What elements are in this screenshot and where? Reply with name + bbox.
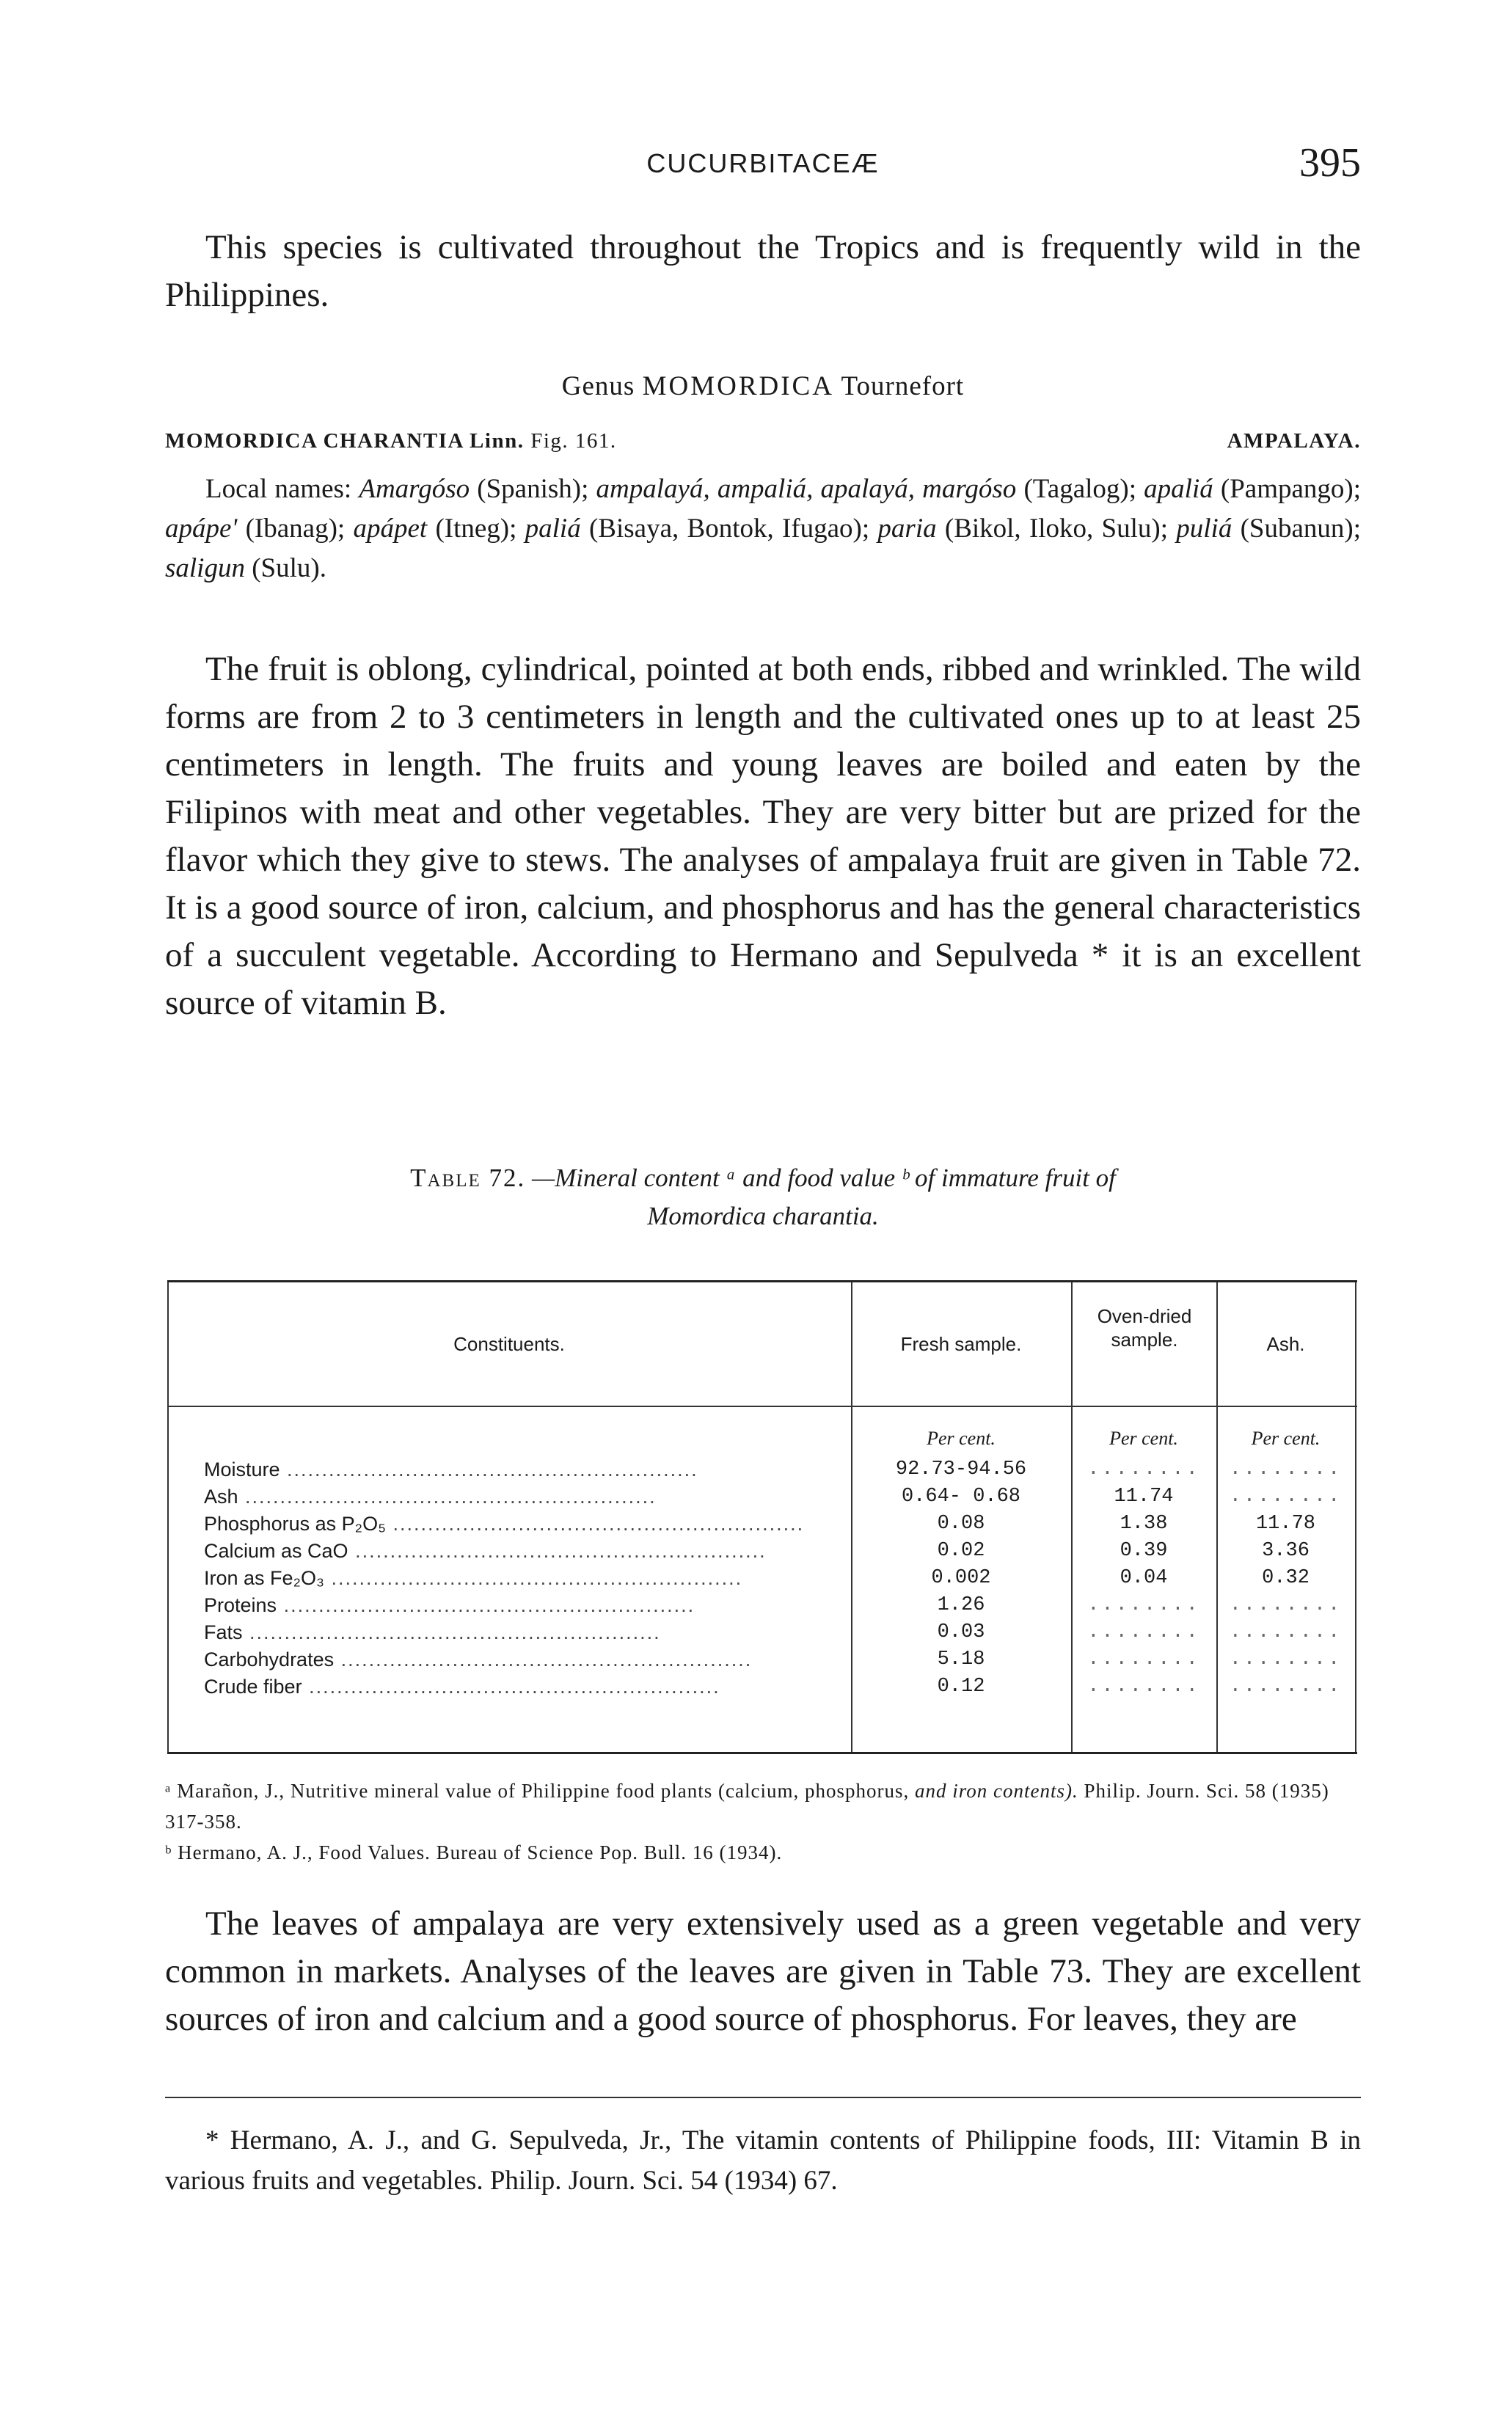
table-cell-fresh: 0.08 — [937, 1513, 985, 1535]
table-row-label: Carbohydrates ........................................................... — [204, 1648, 753, 1670]
figure-reference: Fig. 161. — [530, 429, 617, 453]
unit-label: Per cent. — [1251, 1428, 1321, 1449]
table-notes — [165, 1775, 1361, 1868]
fruit-paragraph: The fruit is oblong, cylindrical, pointed at both ends, ribbed and wrinkled. The wild forms are from 2 to 3 centimeters in length and the cultivated ones up to at least 25 centimeters in length. The fruits and young leaves are boiled and eaten by the Filipinos with meat and other vegetables. They are very bitter but are prized for the flavor which they give to stews. The analyses of ampalaya fruit are given in Table 72. It is a good source of iron, calcium, and phosphorus and has the general characteristics of a succulent vegetable. According to Hermano and Sepulveda * it is an excellent source of vitamin B. — [165, 650, 1361, 1022]
local-names-label: Local names: — [205, 474, 352, 504]
unit-label: Per cent. — [1109, 1428, 1178, 1449]
table-cell-fresh: 0.002 — [931, 1567, 991, 1589]
local-name-language: (Bisaya, Bontok, Ifugao); — [588, 514, 870, 544]
table-cell-ash: ........ — [1229, 1621, 1343, 1643]
table-note-a-text: ᵃ Marañon, J., Nutritive mineral value of Philippine food plants (calcium, phosphorus, — [165, 1780, 910, 1802]
local-name-language: (Itneg); — [435, 514, 517, 544]
table-cell-oven: 11.74 — [1114, 1486, 1174, 1508]
table-cell-oven: ........ — [1087, 1621, 1200, 1643]
table-cell-fresh: 0.03 — [937, 1621, 985, 1643]
header-oven-dried-sample: Oven-dried sample. — [1097, 1305, 1192, 1351]
local-name: Amargóso — [359, 474, 470, 504]
table-cell-oven: ........ — [1087, 1648, 1200, 1670]
table-row-label: Iron as Fe₂O₃ ........................................................... — [204, 1567, 743, 1589]
species-name: MOMORDICA CHARANTIA Linn. — [165, 429, 525, 453]
table-row-label: Moisture ........................................................... — [204, 1458, 698, 1480]
table-cell-fresh: 0.02 — [937, 1540, 985, 1562]
table-row-label: Ash ........................................................... — [204, 1486, 657, 1508]
mineral-content-table — [167, 1280, 1357, 1754]
unit-label: Per cent. — [927, 1428, 996, 1449]
table-note-a-italic: and iron contents). — [914, 1780, 1078, 1802]
genus-author: Tournefort — [841, 371, 965, 401]
local-name-language: (Subanun); — [1240, 514, 1362, 544]
table-cell-ash: ........ — [1229, 1676, 1343, 1698]
table-caption-label: Table 72. — [410, 1164, 526, 1192]
table-cell-ash: 11.78 — [1255, 1513, 1315, 1535]
table-caption-species: Momordica charantia. — [647, 1202, 879, 1230]
local-name: saligun — [165, 553, 245, 583]
local-name: apápet — [353, 514, 428, 544]
footnote: * Hermano, A. J., and G. Sepulveda, Jr., The vitamin contents of Philippine foods, III: Vitamin B in various fruits and vegetables. Philip. Journ. Sci. 54 (1934) 67. — [165, 2125, 1361, 2196]
header-fresh-sample: Fresh sample. — [900, 1333, 1022, 1355]
table-note-a-source: Philip. Journ. Sci. 58 (1935) 317-358. — [165, 1780, 1329, 1833]
intro-paragraph: This species is cultivated throughout the Tropics and is frequently wild in the Philippines. — [165, 228, 1361, 314]
table-cell-fresh: 1.26 — [937, 1594, 985, 1616]
running-title: CUCURBITACEÆ — [646, 148, 880, 178]
table-note-b: ᵇ Hermano, A. J., Food Values. Bureau of Science Pop. Bull. 16 (1934). — [165, 1841, 783, 1863]
table-cell-oven: ........ — [1087, 1676, 1200, 1698]
local-name: apaliá — [1144, 474, 1213, 504]
local-name-language: (Tagalog); — [1023, 474, 1137, 504]
table-cell-ash: ........ — [1229, 1648, 1343, 1670]
local-name-language: (Ibanag); — [245, 514, 346, 544]
table-row-label: Calcium as CaO ........................................................... — [204, 1540, 767, 1562]
table-note-a — [165, 1775, 1361, 1837]
table-cell-ash: ........ — [1229, 1594, 1343, 1616]
table-cell-oven: ........ — [1087, 1594, 1200, 1616]
table-cell-ash: ........ — [1229, 1486, 1343, 1508]
table-cell-ash: ........ — [1229, 1458, 1343, 1480]
local-name-language: (Bikol, Iloko, Sulu); — [944, 514, 1169, 544]
table-row-label: Phosphorus as P₂O₅ ........................................................... — [204, 1513, 805, 1535]
local-names — [165, 470, 1361, 588]
genus-name: MOMORDICA — [642, 371, 834, 401]
table-cell-fresh: 0.12 — [937, 1676, 985, 1698]
local-name-language: (Sulu). — [252, 553, 326, 583]
page-number: 395 — [1299, 140, 1361, 186]
local-name-language: (Spanish); — [477, 474, 589, 504]
table-header-rule — [167, 1406, 1357, 1407]
local-name: paria — [877, 514, 937, 544]
table-row-label: Proteins ........................................................... — [204, 1594, 695, 1616]
local-name: paliá — [525, 514, 581, 544]
header-ash: Ash. — [1266, 1333, 1305, 1355]
table-cell-fresh: 0.64- 0.68 — [901, 1486, 1021, 1508]
species-name-group — [165, 429, 617, 453]
footnote-rule — [165, 2097, 1361, 2098]
table-border-right — [1355, 1282, 1356, 1752]
table-cell-ash: 0.32 — [1262, 1567, 1310, 1589]
table-cell-oven: 1.38 — [1120, 1513, 1168, 1535]
table-caption — [165, 1159, 1361, 1235]
leaves-paragraph: The leaves of ampalaya are very extensively used as a green vegetable and very common in markets. Analyses of the leaves are given in Table 73. They are excellent sources of iron and calcium and a good source of phosphorus. For leaves, they are — [165, 1905, 1361, 2038]
header-constituents: Constituents. — [453, 1333, 565, 1355]
table-cell-oven: ........ — [1087, 1458, 1200, 1480]
table-caption-line-2 — [165, 1197, 1361, 1235]
table-cell-oven: 0.39 — [1120, 1540, 1168, 1562]
local-name-language: (Pampango); — [1220, 474, 1362, 504]
running-head — [165, 139, 1361, 191]
table-row-label: Crude fiber ........................................................... — [204, 1676, 720, 1698]
table-cell-fresh: 92.73-94.56 — [895, 1458, 1027, 1480]
table-cell-ash: 3.36 — [1262, 1540, 1310, 1562]
table-cell-fresh: 5.18 — [937, 1648, 985, 1670]
table-cell-oven: 0.04 — [1120, 1567, 1168, 1589]
genus-heading — [165, 370, 1361, 402]
local-name: apápe' — [165, 514, 238, 544]
table-caption-text: —Mineral content ᵃ and food value ᵇ of immature fruit of — [532, 1164, 1116, 1192]
common-name: AMPALAYA. — [1227, 429, 1361, 453]
local-name: ampalayá, ampaliá, apalayá, margóso — [596, 474, 1017, 504]
local-name: puliá — [1176, 514, 1232, 544]
genus-prefix: Genus — [561, 371, 635, 401]
table-row-label: Fats ........................................................... — [204, 1621, 661, 1643]
species-line — [165, 429, 1361, 461]
table-caption-line-1 — [165, 1159, 1361, 1197]
